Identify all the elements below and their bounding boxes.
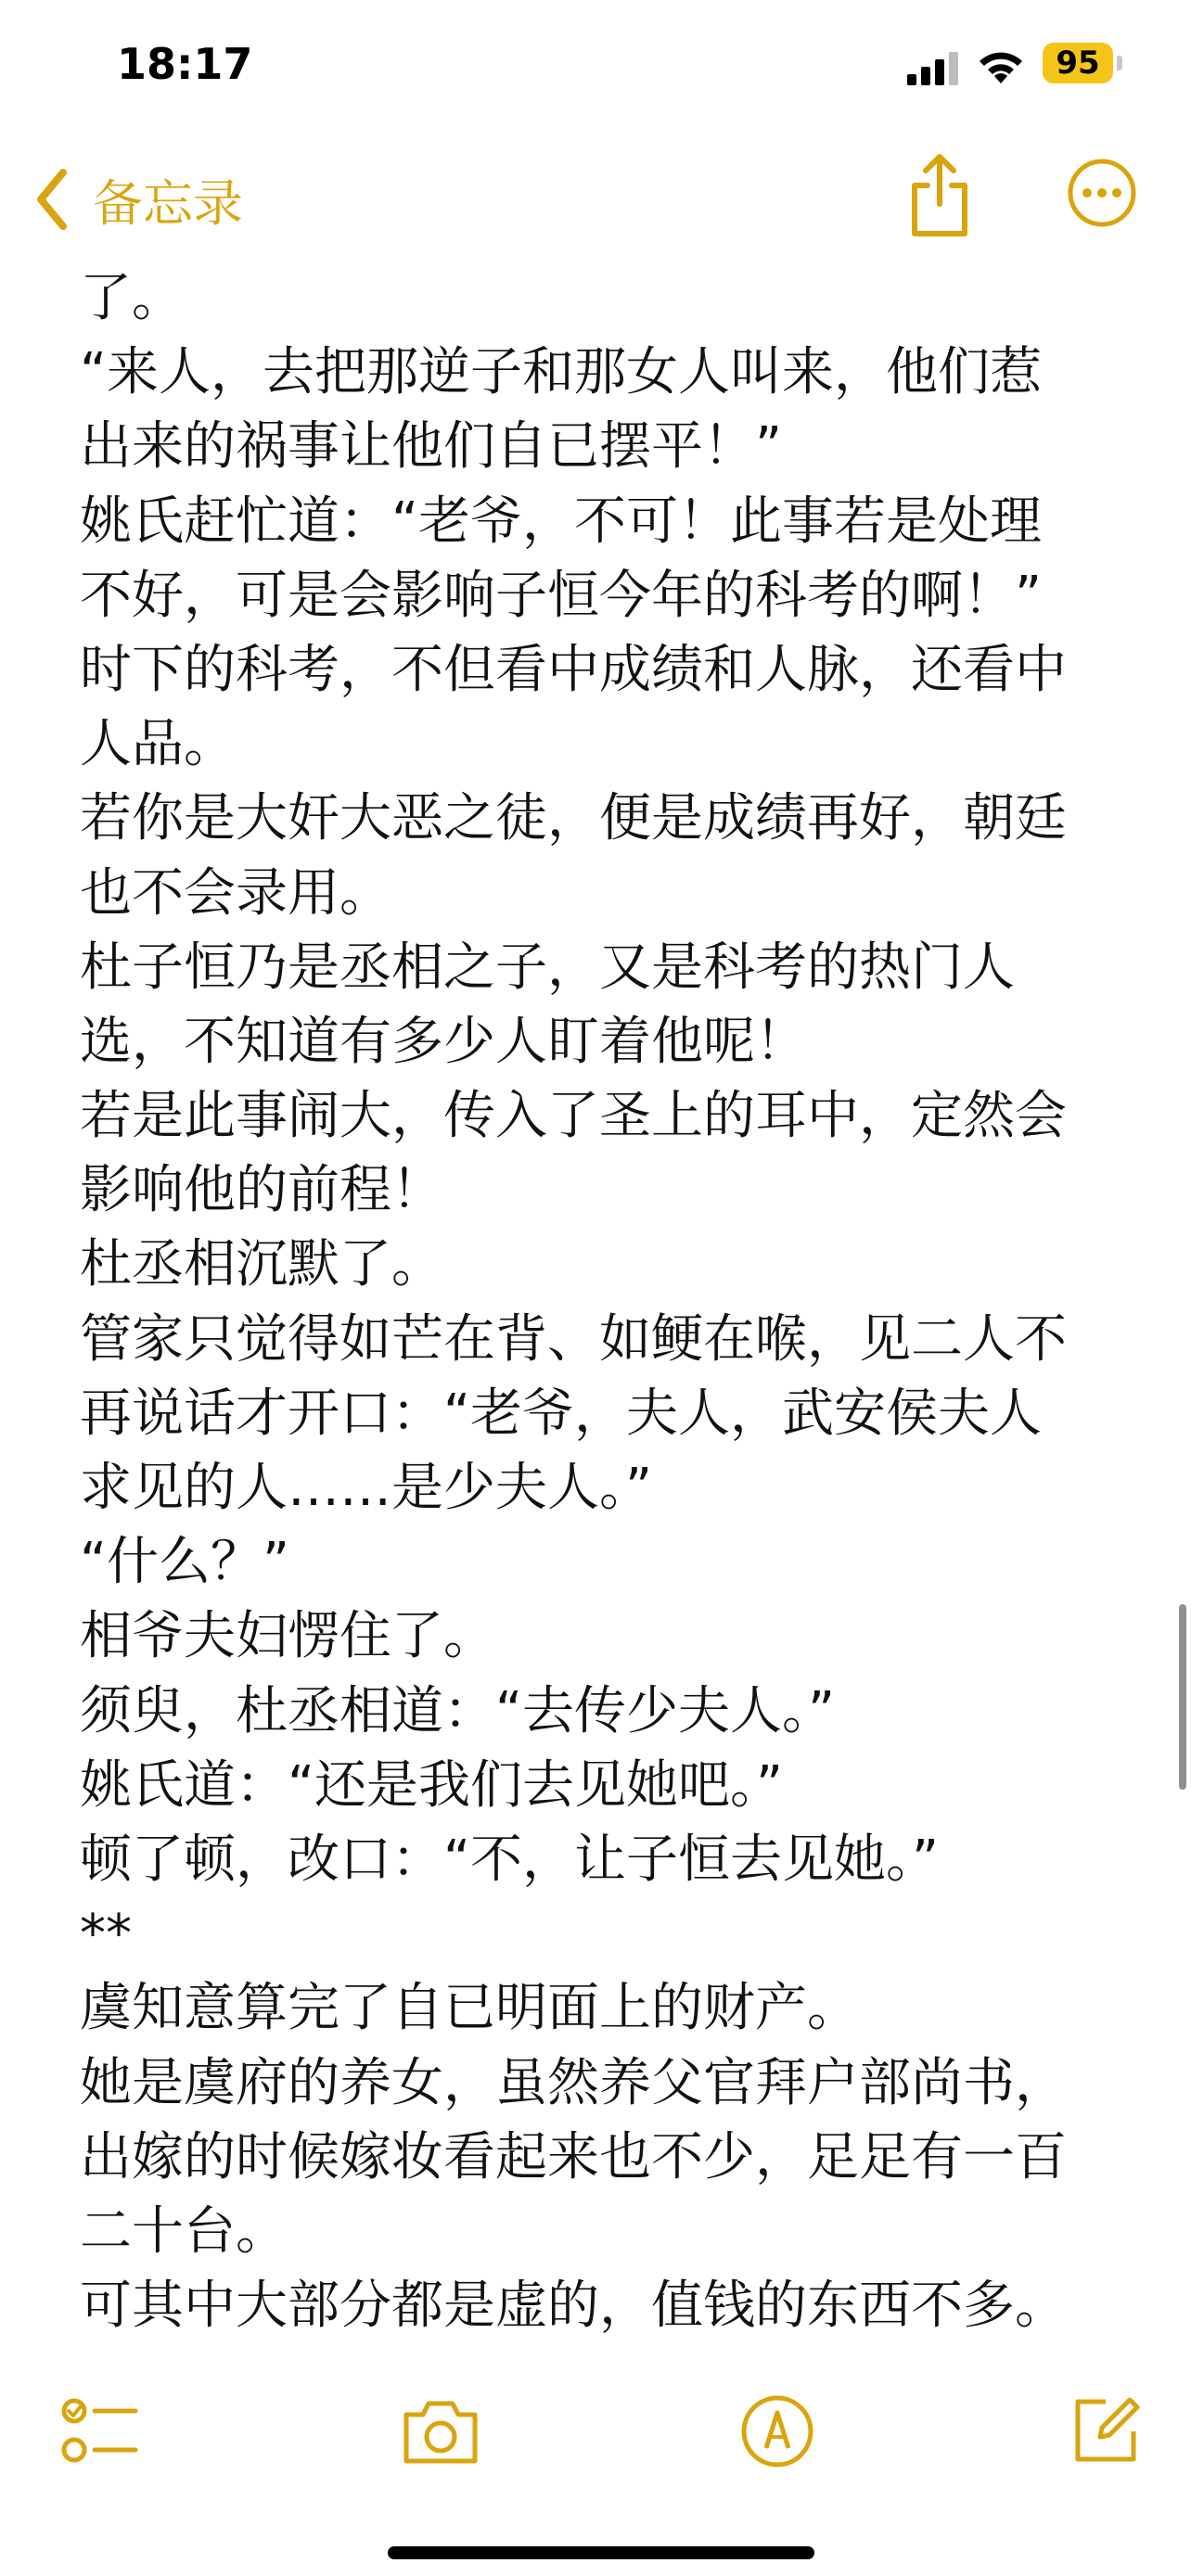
chevron-left-icon	[33, 167, 70, 232]
note-line: 姚氏道：“还是我们去见她吧。”	[80, 1754, 784, 1816]
cellular-signal-icon	[907, 52, 959, 85]
note-line: 须臾，杜丞相道：“去传少夫人。”	[80, 1680, 836, 1741]
note-line: 不好，可是会影响子恒今年的科考的啊！”	[80, 565, 1043, 626]
note-line: 出嫁的时候嫁妆看起来也不少，足足有一百	[80, 2126, 1067, 2187]
note-line: 虞知意算完了自已明面上的财产。	[80, 1978, 859, 2039]
navigation-bar	[0, 139, 1191, 260]
wifi-icon	[976, 46, 1026, 85]
back-button[interactable]	[33, 158, 243, 241]
note-line: 时下的科考，不但看中成绩和人脉，还看中	[80, 639, 1067, 700]
note-line: 求见的人……是少夫人。”	[80, 1458, 653, 1518]
note-line: 杜丞相沉默了。	[80, 1234, 443, 1295]
note-line: 二十台。	[80, 2200, 288, 2262]
note-line: 相爷夫妇愣住了。	[80, 1606, 495, 1667]
markup-icon[interactable]	[738, 2392, 816, 2470]
note-line: “什么？”	[80, 1532, 290, 1593]
vertical-scrollbar[interactable]	[1179, 1604, 1186, 1790]
note-line: 杜子恒乃是丞相之子，又是科考的热门人	[80, 937, 1015, 998]
more-icon[interactable]	[1067, 158, 1137, 228]
status-time: 18:17	[117, 39, 253, 89]
note-line: 管家只觉得如芒在背、如鲠在喉，见二人不	[80, 1308, 1067, 1370]
note-line: 她是虞府的养女，虽然养父官拜户部尚书，	[80, 2052, 1067, 2113]
camera-icon[interactable]	[399, 2392, 482, 2470]
home-indicator[interactable]	[388, 2546, 814, 2559]
note-line: 选，不知道有多少人盯着他呢！	[80, 1011, 807, 1072]
note-line: **	[80, 1904, 132, 1965]
checklist-icon[interactable]	[61, 2392, 139, 2470]
battery-cap	[1117, 56, 1122, 70]
back-label: 备忘录	[93, 173, 243, 233]
bottom-toolbar	[0, 2374, 1191, 2504]
status-bar	[0, 0, 1191, 139]
note-line: 若是此事闹大，传入了圣上的耳中，定然会	[80, 1086, 1067, 1147]
note-line: 人品。	[80, 714, 236, 775]
note-line: 了。	[80, 268, 184, 328]
note-body[interactable]	[80, 261, 1146, 2343]
battery-indicator: 95	[1043, 43, 1113, 83]
compose-icon[interactable]	[1069, 2392, 1143, 2467]
note-line: 姚氏赶忙道：“老爷，不可！此事若是处理	[80, 491, 1043, 552]
note-line: 出来的祸事让他们自已摆平！”	[80, 416, 783, 478]
note-line: “来人，去把那逆子和那女人叫来，他们惹	[80, 342, 1043, 403]
note-line: 再说话才开口：“老爷，夫人，武安侯夫人	[80, 1383, 1043, 1444]
share-icon[interactable]	[905, 150, 974, 239]
note-line: 影响他的前程！	[80, 1160, 443, 1221]
note-line: 可其中大部分都是虚的，值钱的东西不多。	[80, 2276, 1067, 2337]
note-line: 也不会录用。	[80, 862, 391, 924]
note-line: 顿了顿，改口：“不，让子恒去见她。”	[80, 1829, 940, 1890]
note-line: 若你是大奸大恶之徒，便是成绩再好，朝廷	[80, 788, 1067, 849]
